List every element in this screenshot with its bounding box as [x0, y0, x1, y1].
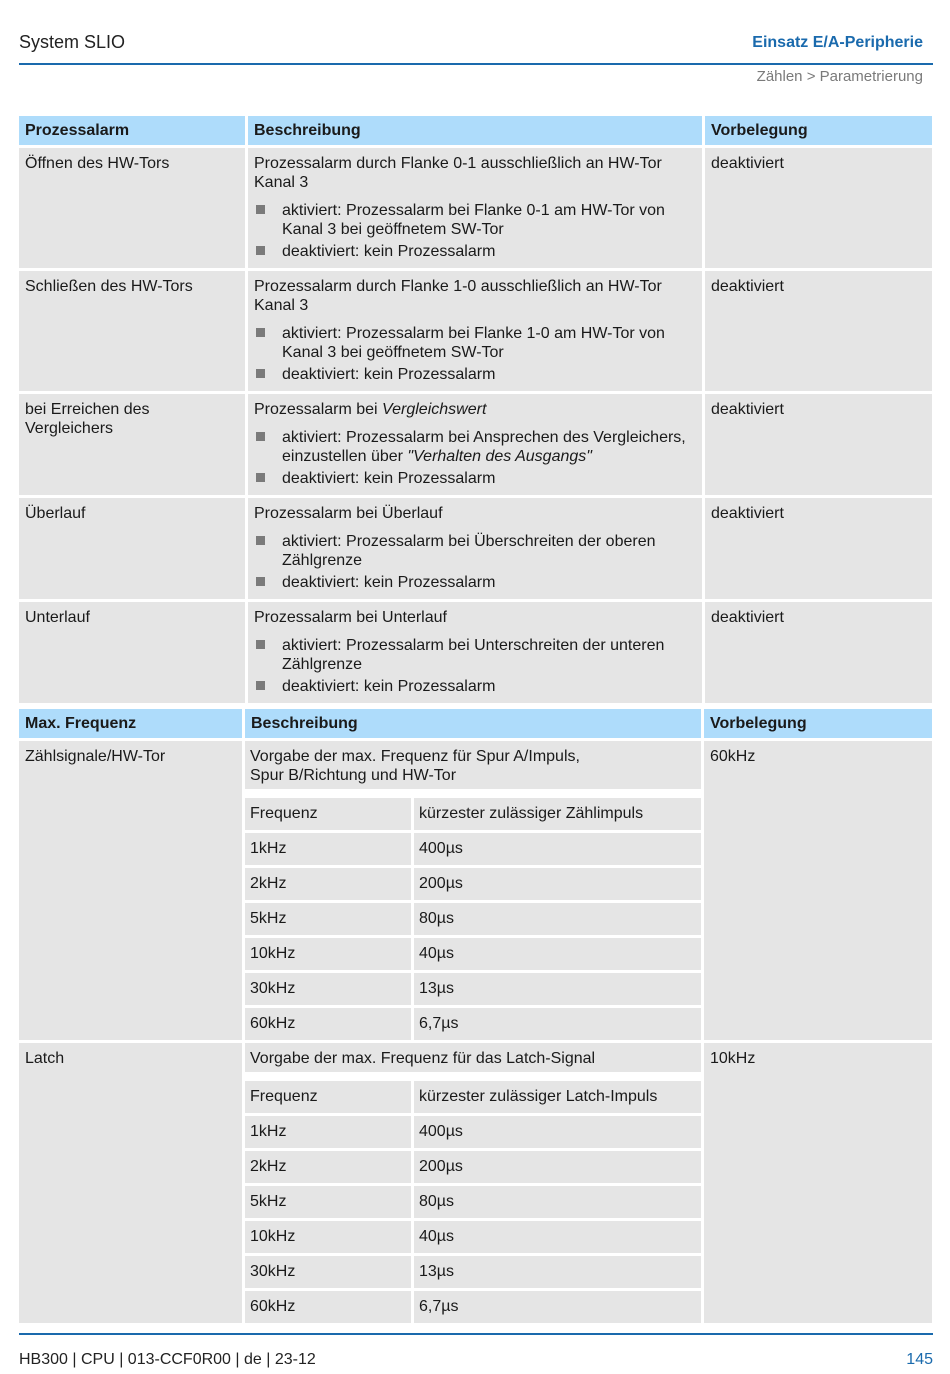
header-divider: [19, 63, 933, 65]
table-row: [19, 394, 932, 495]
list-item: [254, 636, 694, 674]
impulse-value: 400µs: [414, 833, 701, 865]
bullet-list: [254, 201, 694, 261]
subtable-row: [245, 1008, 701, 1040]
frequency-value: 5kHz: [245, 903, 411, 935]
bullet-text: deaktiviert: kein Prozessalarm: [282, 366, 496, 383]
alarm-description: [248, 498, 702, 599]
alarm-name: Überlauf: [19, 498, 245, 599]
description-intro: Prozessalarm durch Flanke 1-0 ausschließlich an HW-Tor Kanal 3: [254, 278, 662, 314]
alarm-default: deaktiviert: [705, 498, 932, 599]
list-item: [254, 242, 694, 261]
column-header-process-alarm: Prozessalarm: [19, 116, 245, 145]
bullet-text: aktiviert: Prozessalarm bei Flanke 1-0 am HW-Tor von Kanal 3 bei geöffnetem SW-Tor: [282, 325, 665, 361]
bullet-square-icon: [256, 246, 265, 255]
list-item: [254, 677, 694, 696]
breadcrumb: Zählen > Parametrierung: [756, 68, 923, 85]
list-item: [254, 428, 694, 466]
table-header-row: [19, 709, 932, 738]
frequency-value: 60kHz: [245, 1291, 411, 1323]
bullet-square-icon: [256, 577, 265, 586]
subtable-header-frequency: Frequenz: [245, 798, 411, 830]
subtable-row: [245, 973, 701, 1005]
column-header-default: Vorbelegung: [704, 709, 932, 738]
bullet-square-icon: [256, 432, 265, 441]
impulse-value: 200µs: [414, 868, 701, 900]
list-item: [254, 365, 694, 384]
table-row: [19, 602, 932, 703]
page-number: 145: [906, 1351, 933, 1368]
impulse-value: 40µs: [414, 1221, 701, 1253]
list-item: [254, 324, 694, 362]
frequency-description: [245, 1043, 701, 1323]
subtable-header-row: [245, 1081, 701, 1113]
bullet-square-icon: [256, 536, 265, 545]
impulse-value: 40µs: [414, 938, 701, 970]
description-line: Vorgabe der max. Frequenz für das Latch-Signal: [250, 1050, 596, 1067]
frequency-value: 30kHz: [245, 1256, 411, 1288]
frequency-value: 2kHz: [245, 868, 411, 900]
subtable-row: [245, 1256, 701, 1288]
bullet-italic-reference: "Verhalten des Ausgangs": [407, 448, 592, 465]
list-item: [254, 573, 694, 592]
subtable-row: [245, 1116, 701, 1148]
alarm-description: [248, 271, 702, 391]
column-header-max-frequency: Max. Frequenz: [19, 709, 242, 738]
description-line: Spur B/Richtung und HW-Tor: [250, 767, 457, 784]
bullet-text: deaktiviert: kein Prozessalarm: [282, 574, 496, 591]
frequency-value: 60kHz: [245, 1008, 411, 1040]
bullet-list: [254, 428, 694, 488]
bullet-text: deaktiviert: kein Prozessalarm: [282, 470, 496, 487]
bullet-square-icon: [256, 681, 265, 690]
table-row: [19, 741, 932, 1040]
chapter-title: Einsatz E/A-Peripherie: [752, 34, 923, 51]
frequency-default: 10kHz: [704, 1043, 932, 1323]
subtable-row: [245, 1186, 701, 1218]
bullet-list: [254, 532, 694, 592]
alarm-default: deaktiviert: [705, 271, 932, 391]
alarm-name: Unterlauf: [19, 602, 245, 703]
impulse-value: 6,7µs: [414, 1291, 701, 1323]
frequency-value: 5kHz: [245, 1186, 411, 1218]
subtable-row: [245, 833, 701, 865]
subtable-row: [245, 938, 701, 970]
footer-document-id: HB300 | CPU | 013-CCF0R00 | de | 23-12: [19, 1351, 316, 1368]
subtable-header-impulse: kürzester zulässiger Latch-Impuls: [414, 1081, 701, 1113]
intro-text: Prozessalarm bei: [254, 401, 383, 418]
max-frequency-table: [16, 706, 935, 1326]
impulse-value: 400µs: [414, 1116, 701, 1148]
frequency-subtable: [242, 1078, 704, 1326]
subtable-row: [245, 868, 701, 900]
bullet-text: aktiviert: Prozessalarm bei Überschreiten der oberen Zählgrenze: [282, 533, 656, 569]
bullet-text: aktiviert: Prozessalarm bei Flanke 0-1 am HW-Tor von Kanal 3 bei geöffnetem SW-Tor: [282, 202, 665, 238]
subtable-row: [245, 1221, 701, 1253]
list-item: [254, 469, 694, 488]
alarm-name: Öffnen des HW-Tors: [19, 148, 245, 268]
alarm-description: [248, 148, 702, 268]
frequency-signal-name: Latch: [19, 1043, 242, 1323]
description-line: Vorgabe der max. Frequenz für Spur A/Impuls,: [250, 748, 580, 765]
frequency-value: 1kHz: [245, 833, 411, 865]
subtable-header-impulse: kürzester zulässiger Zählimpuls: [414, 798, 701, 830]
alarm-name: Schließen des HW-Tors: [19, 271, 245, 391]
frequency-value: 30kHz: [245, 973, 411, 1005]
bullet-square-icon: [256, 640, 265, 649]
subtable-header-frequency: Frequenz: [245, 1081, 411, 1113]
impulse-value: 6,7µs: [414, 1008, 701, 1040]
subtable-row: [245, 1151, 701, 1183]
impulse-value: 13µs: [414, 973, 701, 1005]
frequency-value: 1kHz: [245, 1116, 411, 1148]
frequency-value: 10kHz: [245, 1221, 411, 1253]
impulse-value: 13µs: [414, 1256, 701, 1288]
document-title: System SLIO: [19, 32, 126, 52]
alarm-name: bei Erreichen des Vergleichers: [19, 394, 245, 495]
bullet-square-icon: [256, 328, 265, 337]
alarm-default: deaktiviert: [705, 394, 932, 495]
impulse-value: 200µs: [414, 1151, 701, 1183]
description-intro: Prozessalarm bei Unterlauf: [254, 609, 447, 626]
intro-italic-term: Vergleichswert: [382, 401, 487, 418]
process-alarm-table: [16, 113, 935, 706]
subtable-row: [245, 903, 701, 935]
bullet-text: deaktiviert: kein Prozessalarm: [282, 243, 496, 260]
alarm-description: [248, 394, 702, 495]
table-row: [19, 498, 932, 599]
table-row: [19, 148, 932, 268]
bullet-square-icon: [256, 205, 265, 214]
frequency-default: 60kHz: [704, 741, 932, 1040]
subtable-header-row: [245, 798, 701, 830]
table-row: [19, 1043, 932, 1323]
impulse-value: 80µs: [414, 1186, 701, 1218]
alarm-description: [248, 602, 702, 703]
bullet-text: deaktiviert: kein Prozessalarm: [282, 678, 496, 695]
description-text: [245, 741, 701, 789]
footer-divider: [19, 1333, 933, 1335]
frequency-description: [245, 741, 701, 1040]
bullet-square-icon: [256, 369, 265, 378]
bullet-square-icon: [256, 473, 265, 482]
frequency-signal-name: Zählsignale/HW-Tor: [19, 741, 242, 1040]
table-row: [19, 271, 932, 391]
list-item: [254, 201, 694, 239]
description-intro: Prozessalarm durch Flanke 0-1 ausschließlich an HW-Tor Kanal 3: [254, 155, 662, 191]
bullet-text: aktiviert: Prozessalarm bei Unterschreiten der unteren Zählgrenze: [282, 637, 665, 673]
impulse-value: 80µs: [414, 903, 701, 935]
bullet-list: [254, 324, 694, 384]
table-header-row: [19, 116, 932, 145]
column-header-description: Beschreibung: [245, 709, 701, 738]
column-header-default: Vorbelegung: [705, 116, 932, 145]
alarm-default: deaktiviert: [705, 148, 932, 268]
frequency-value: 10kHz: [245, 938, 411, 970]
frequency-value: 2kHz: [245, 1151, 411, 1183]
frequency-subtable: [242, 795, 704, 1043]
subtable-row: [245, 1291, 701, 1323]
description-intro: Prozessalarm bei Überlauf: [254, 505, 443, 522]
description-text: [245, 1043, 701, 1072]
alarm-default: deaktiviert: [705, 602, 932, 703]
description-intro: [254, 400, 694, 419]
bullet-list: [254, 636, 694, 696]
bullet-text: aktiviert: Prozessalarm bei Ansprechen des Vergleichers, einzustellen über: [282, 429, 686, 465]
list-item: [254, 532, 694, 570]
column-header-description: Beschreibung: [248, 116, 702, 145]
